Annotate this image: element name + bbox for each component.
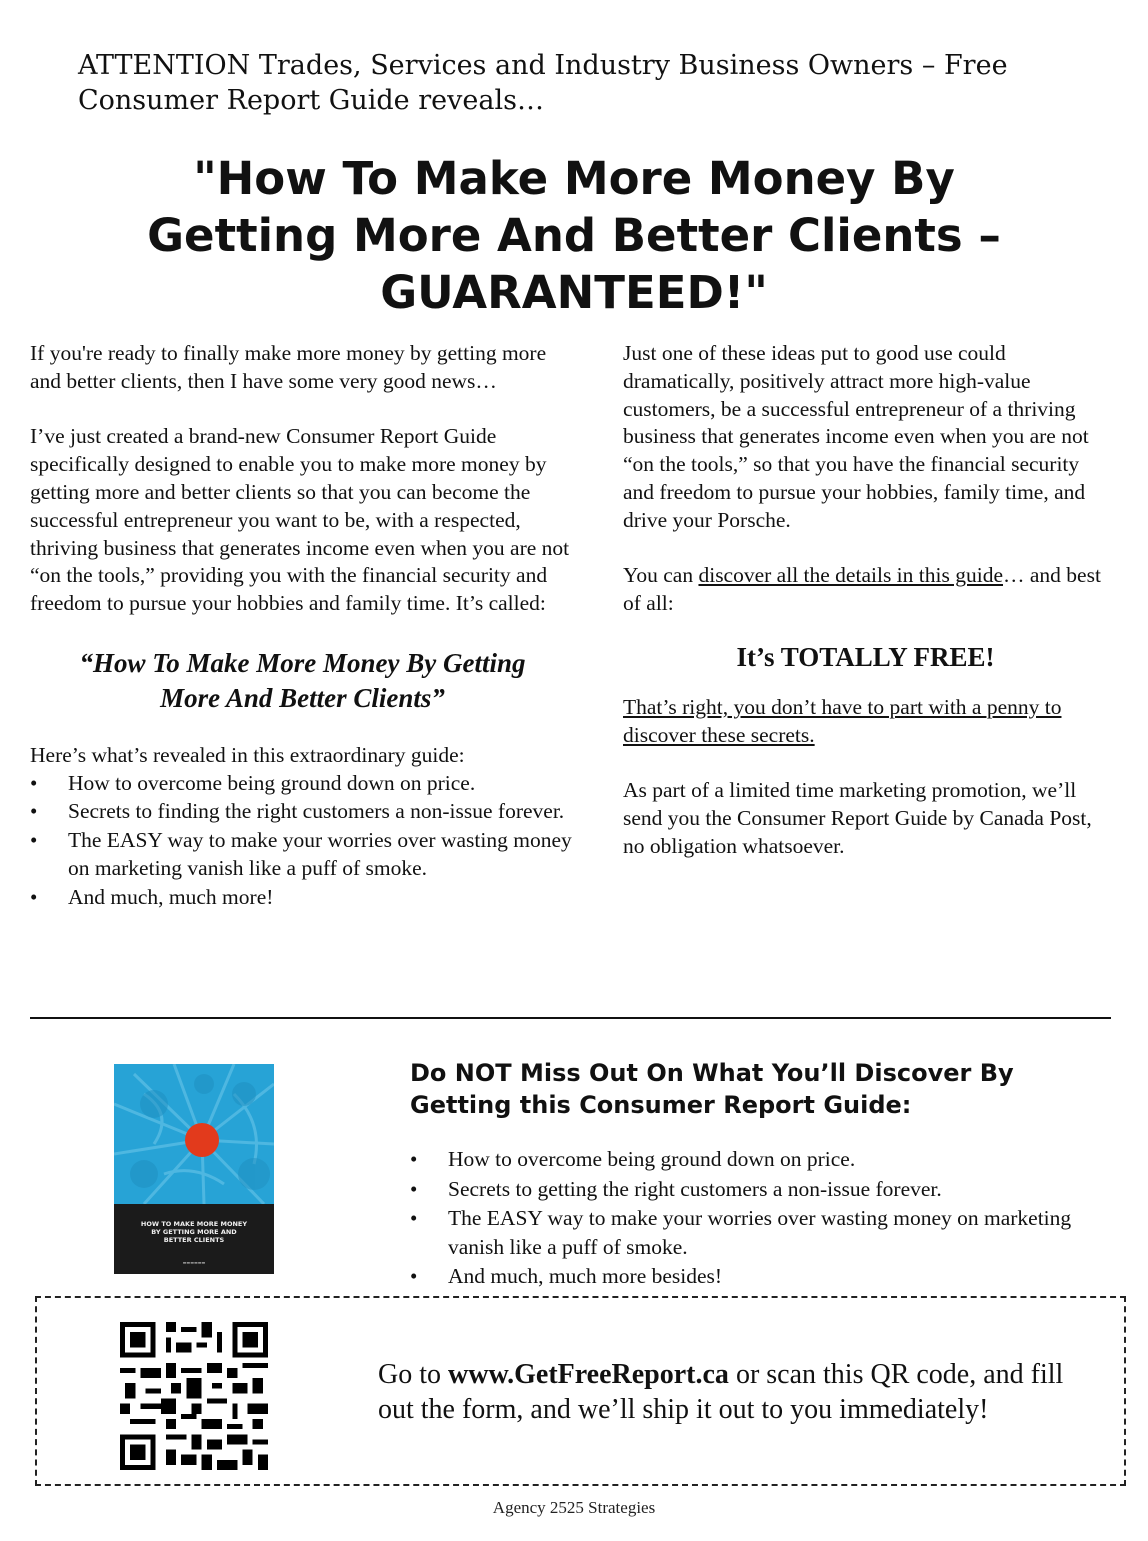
promo-heading: Do NOT Miss Out On What You’ll Discover By Getting this Consumer Report Guide:: [410, 1059, 1014, 1119]
right-column: [623, 340, 1108, 888]
book-title-line: BETTER CLIENTS: [163, 1236, 225, 1244]
list-item: • How to overcome being ground down on price.: [30, 770, 575, 798]
qr-code-icon[interactable]: [120, 1322, 268, 1470]
discover-paragraph: [623, 562, 1108, 618]
book-cover-author-mark: ▬▬▬▬▬▬: [182, 1260, 206, 1265]
attention-intro: ATTENTION Trades, Services and Industry Business Owners – Free Consumer Report Guide reveals…: [78, 50, 1008, 116]
list-item: • Secrets to finding the right customers a non-issue forever.: [30, 798, 575, 826]
book-title-line: HOW TO MAKE MORE MONEY: [140, 1220, 248, 1228]
book-accent-dot: [185, 1123, 219, 1157]
guide-description: I’ve just created a brand-new Consumer Report Guide specifically designed to enable you to make more money by getting more and better clients so that you can become the successful entrepreneur you want to be, with a respected, thriving business that generates income even when you are not “on the tools,” providing you with the financial security and freedom to pursue your hobbies and family time. It’s called:: [30, 424, 570, 616]
cta-suffix: or scan this QR code, and fill out the form, and we’ll ship it out to you immediately!: [378, 1359, 1064, 1425]
free-heading: It’s TOTALLY FREE!: [736, 641, 995, 672]
footer-agency: Agency 2525 Strategies: [492, 1498, 656, 1517]
ideas-paragraph: Just one of these ideas put to good use could dramatically, positively attract more high-value customers, be a successful entrepreneur of a thriving business that generates income even when you are not “on the tools,” so that you have the financial security and freedom to pursue your hobbies, family time, and drive your Porsche.: [623, 341, 1089, 532]
list-item: • The EASY way to make your worries over wasting money on marketing vanish like a puff of smoke.: [410, 1204, 1110, 1261]
left-column: [30, 340, 575, 913]
book-cover-pattern: [114, 1064, 274, 1204]
promo-list: [410, 1145, 1110, 1292]
section-divider: [30, 1017, 1111, 1019]
headline-line-2: Getting More And Better Clients –: [147, 209, 1001, 262]
cta-text: [378, 1357, 1098, 1427]
discover-prefix: You can: [623, 563, 699, 588]
promotion-paragraph: As part of a limited time marketing promotion, we’ll send you the Consumer Report Guide by Canada Post, no obligation whatsoever.: [623, 778, 1092, 858]
list-item: • And much, much more!: [30, 884, 575, 912]
discover-suffix: … and best of all:: [623, 563, 1101, 616]
list-item: • Secrets to getting the right customers a non-issue forever.: [410, 1175, 1110, 1204]
intro-paragraph: If you're ready to finally make more money by getting more and better clients, then I have some very good news…: [30, 341, 547, 393]
list-item: • The EASY way to make your worries over wasting money on marketing vanish like a puff of smoke.: [30, 827, 575, 883]
book-cover-title: [122, 1220, 266, 1244]
guide-title-line-1: “How To Make More Money By Getting: [79, 647, 526, 678]
page-headline: [60, 150, 1088, 321]
guide-title: [30, 646, 575, 716]
reveal-intro: Here’s what’s revealed in this extraordinary guide:: [30, 742, 465, 767]
guide-title-line-2: More And Better Clients”: [160, 682, 445, 713]
list-item: • How to overcome being ground down on price.: [410, 1145, 1110, 1174]
headline-line-3: GUARANTEED!": [380, 266, 768, 319]
no-penny-note: That’s right, you don’t have to part with a penny to discover these secrets.: [623, 694, 1062, 747]
revealed-list: [30, 770, 575, 912]
cta-url-link[interactable]: www.GetFreeReport.ca: [448, 1359, 729, 1390]
discover-link[interactable]: discover all the details in this guide: [698, 563, 1003, 588]
list-item: • And much, much more besides!: [410, 1262, 1110, 1291]
book-title-line: BY GETTING MORE AND: [151, 1228, 237, 1236]
headline-line-1: "How To Make More Money By: [193, 152, 955, 205]
book-cover-image: [114, 1064, 274, 1274]
cta-prefix: Go to: [378, 1359, 448, 1390]
